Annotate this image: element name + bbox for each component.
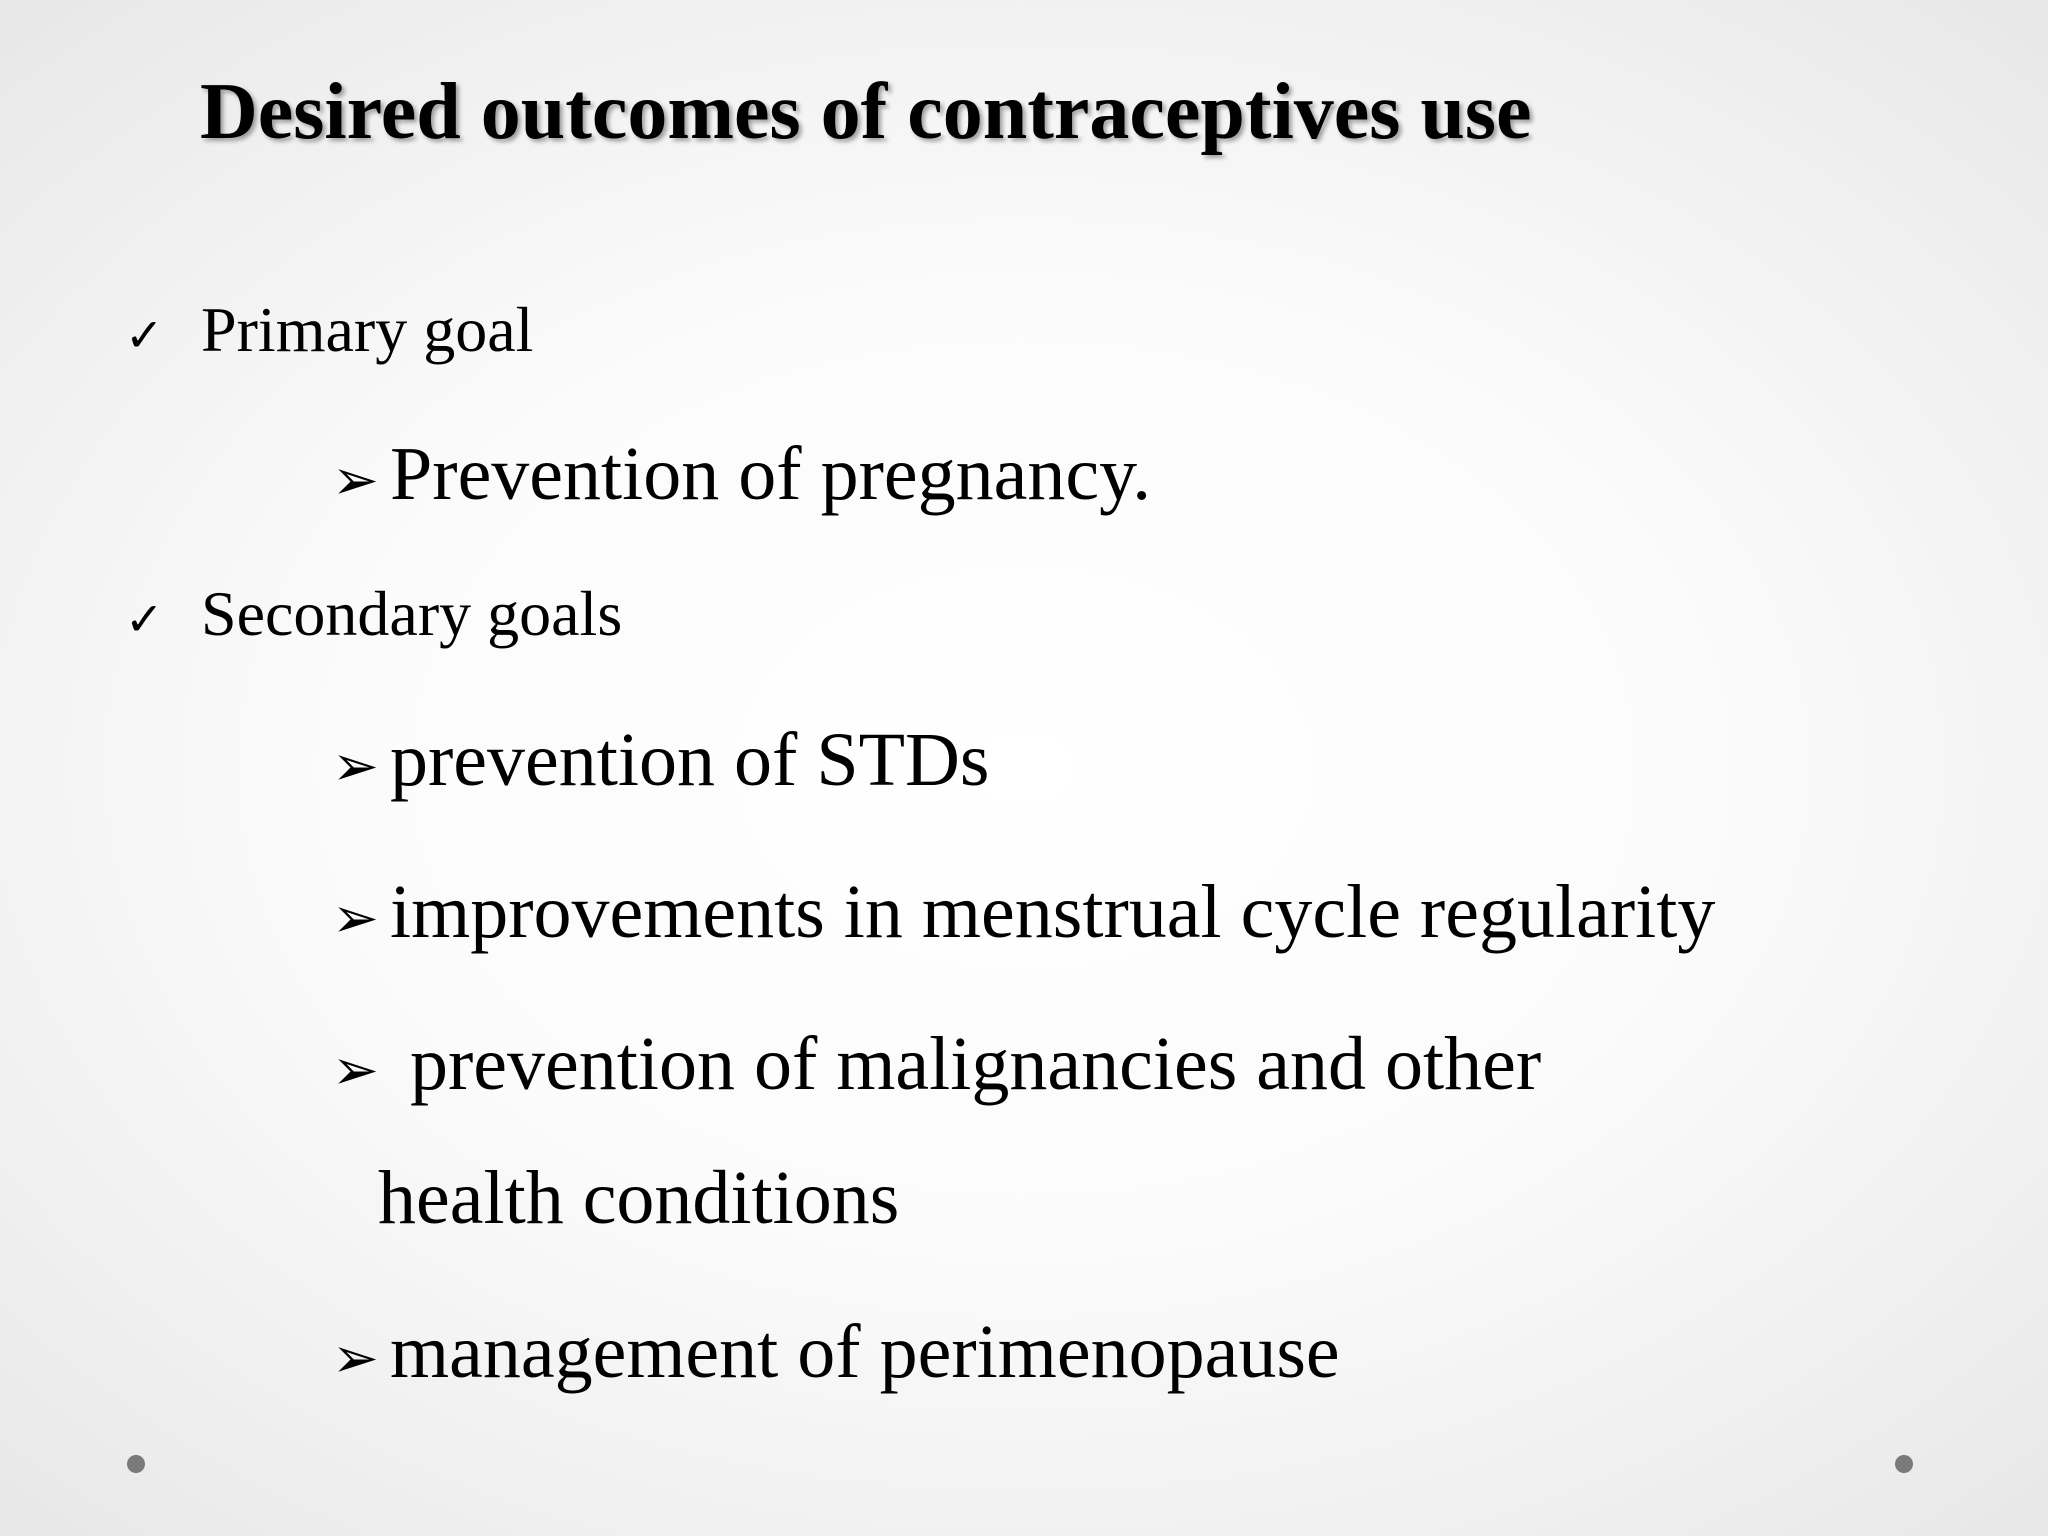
- secondary-item-4: [332, 1306, 1340, 1405]
- arrowhead-icon: ➢: [332, 1326, 379, 1391]
- arrowhead-icon: ➢: [332, 886, 379, 951]
- check-mark-icon: ✓: [125, 592, 164, 646]
- slide-title: Desired outcomes of contraceptives use: [200, 68, 1532, 156]
- secondary-goals-bullet: [125, 574, 622, 659]
- right-corner-dot: [1895, 1455, 1913, 1473]
- secondary-item-1-text: prevention of STDs: [390, 718, 990, 802]
- secondary-item-2-text: improvements in menstrual cycle regularity: [390, 870, 1716, 954]
- secondary-item-1: [332, 714, 989, 813]
- arrowhead-icon: ➢: [332, 448, 379, 513]
- primary-item-1-text: Prevention of pregnancy.: [390, 432, 1152, 516]
- secondary-item-3-text: prevention of malignancies and other: [410, 1022, 1542, 1106]
- primary-goal-bullet: [125, 290, 533, 375]
- primary-item-1: [332, 428, 1151, 527]
- primary-goal-label: Primary goal: [201, 294, 534, 365]
- secondary-item-3: [332, 1018, 1541, 1117]
- secondary-item-2: [332, 866, 1715, 965]
- arrowhead-icon: ➢: [332, 734, 379, 799]
- check-mark-icon: ✓: [125, 308, 164, 362]
- secondary-item-4-text: management of perimenopause: [390, 1310, 1340, 1394]
- arrowhead-icon: ➢: [332, 1038, 379, 1103]
- secondary-item-3-continuation: health conditions: [378, 1156, 900, 1240]
- left-corner-dot: [127, 1455, 145, 1473]
- secondary-goals-label: Secondary goals: [201, 578, 623, 649]
